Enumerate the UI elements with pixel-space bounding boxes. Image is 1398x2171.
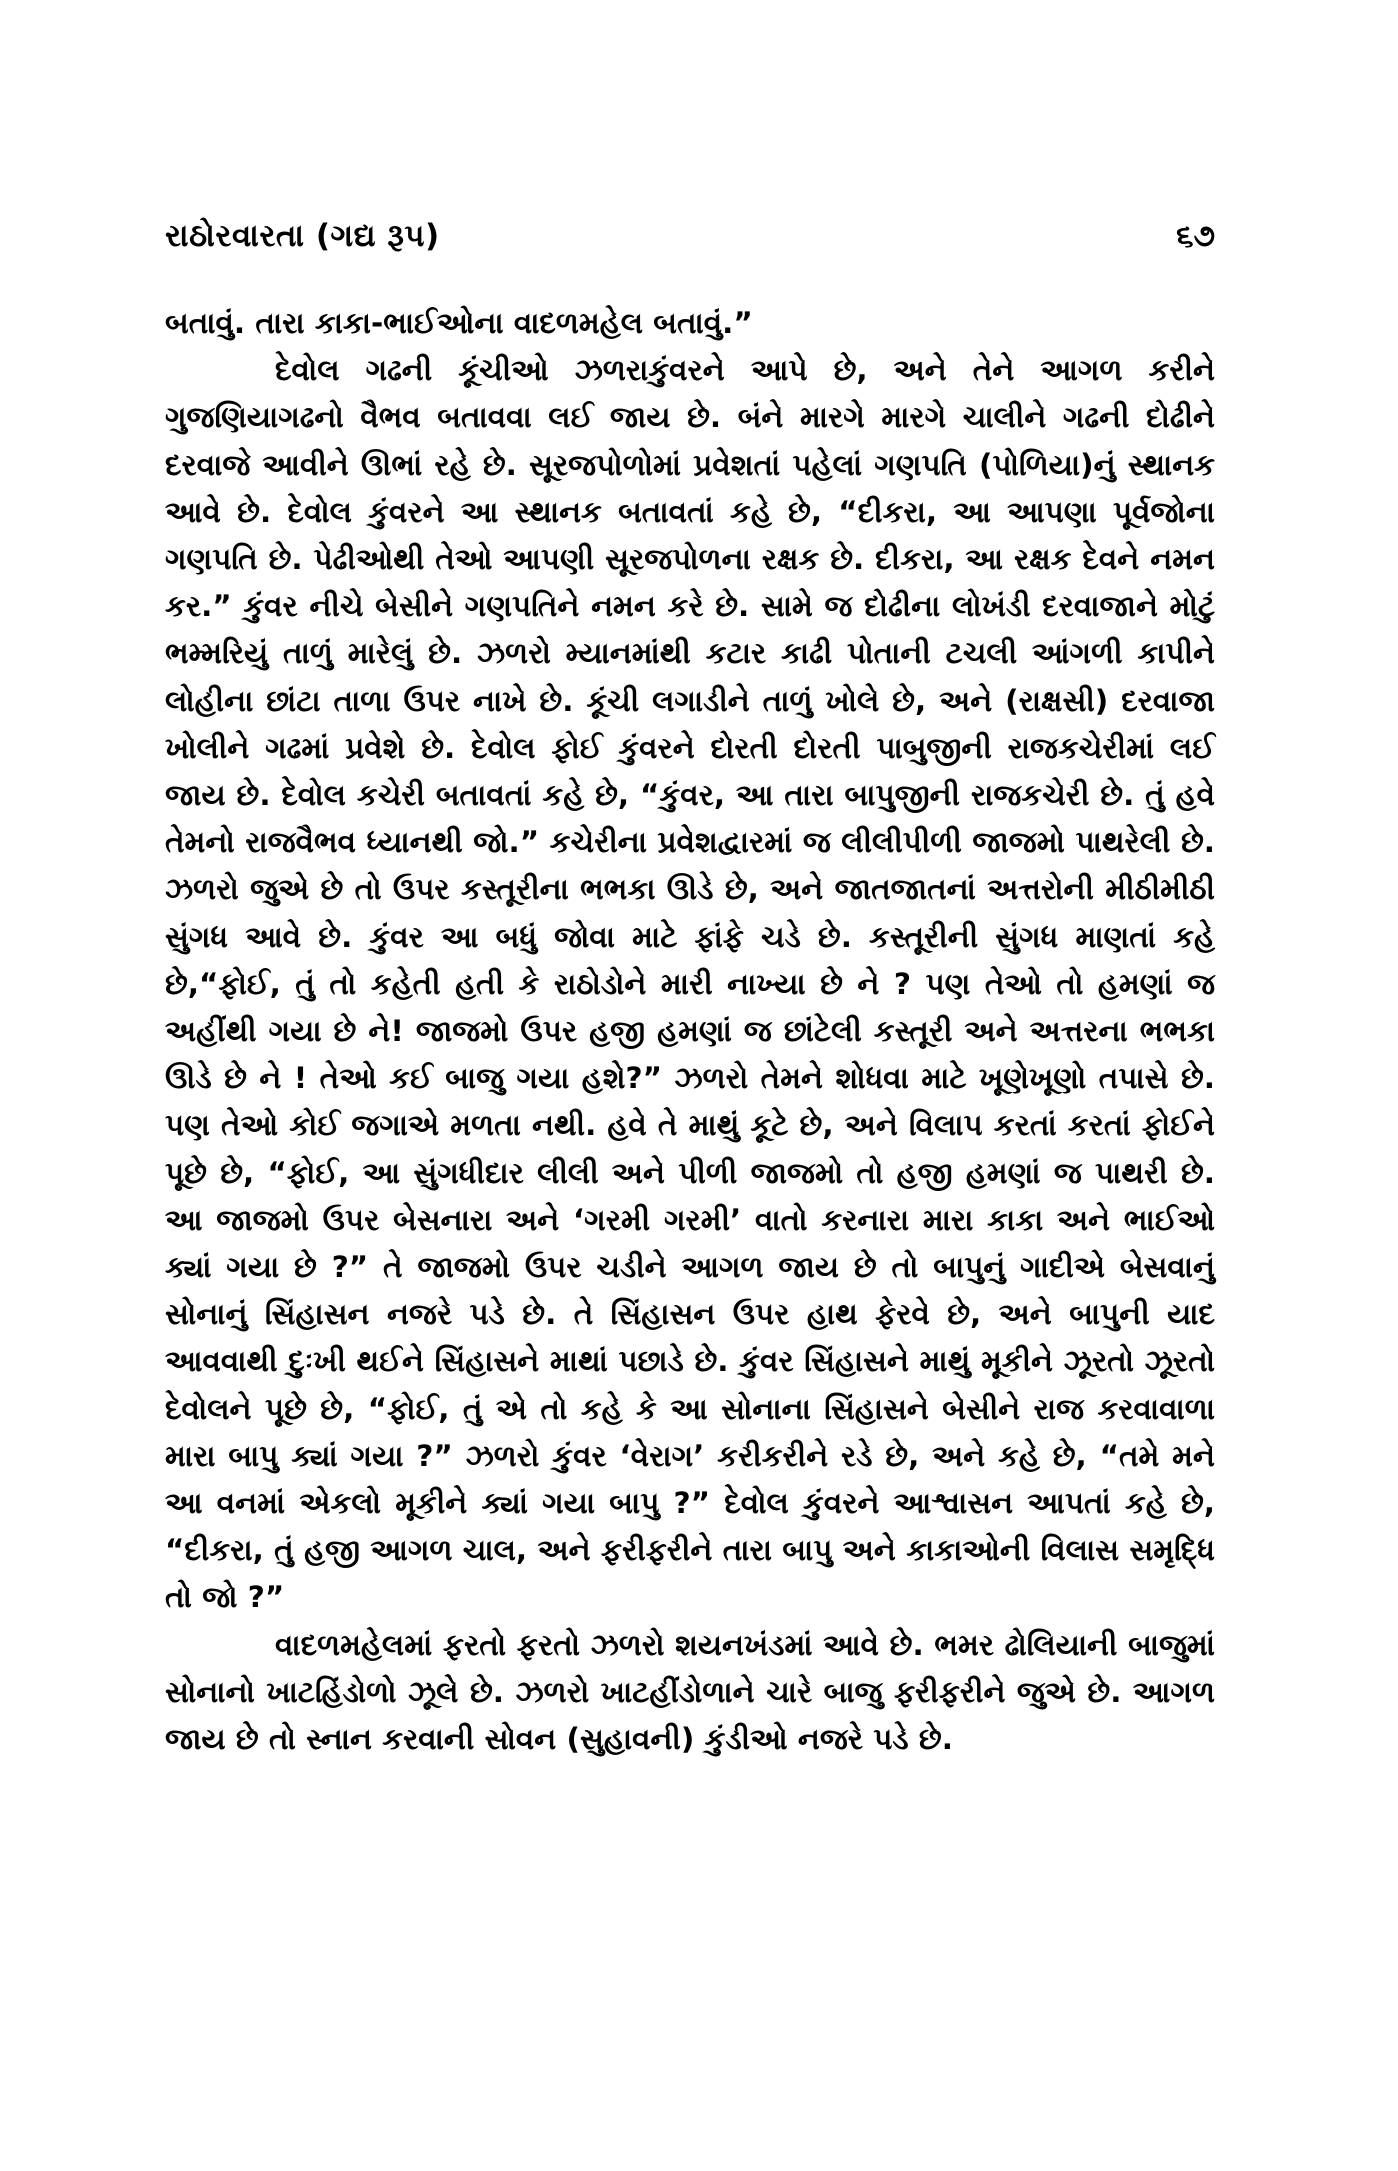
page-number: ૬૭	[1176, 218, 1215, 254]
running-title: રાઠોરવારતા (ગદ્ય રૂપ)	[165, 218, 440, 254]
paragraph-bedchamber: વાદળમહેલમાં ફરતો ફરતો ઝળરો શયનખંડમાં આવે છે. ભમર ઢોલિયાની બાજુમાં સોનાનો ખાટહિંડોળો ઝૂલે છે. ઝળરો ખાટહીંડોળાને ચારે બાજુ ફરીફરીને જુએ છે. આગળ જાય છે તો સ્નાન કરવાની સોવન (સુહાવની) કુંડીઓ નજરે પડે છે.	[165, 1627, 1215, 1757]
running-header	[165, 218, 1215, 268]
paragraph-continued: બતાવું. તારા કાકા-ભાઈઓના વાદળમહેલ બતાવું.”	[165, 306, 753, 340]
paragraph-devol-shows-fort: દેવોલ ગઢની કૂંચીઓ ઝળરાકુંવરને આપે છે, અને તેને આગળ કરીને ગુજણિયાગઢનો વૈભવ બતાવવા લઈ જાય છે. બંને મારગે મારગે ચાલીને ગઢની દોઢીને દરવાજે આવીને ઊભાં રહે છે. સૂરજપોળોમાં પ્રવેશતાં પહેલાં ગણપતિ (પોળિયા)નું સ્થાનક આવે છે. દેવોલ કુંવરને આ સ્થાનક બતાવતાં કહે છે, “દીકરા, આ આપણા પૂર્વજોના ગણપતિ છે. પેઢીઓથી તેઓ આપણી સૂરજપોળના રક્ષક છે. દીકરા, આ રક્ષક દેવને નમન કર.” કુંવર નીચે બેસીને ગણપતિને નમન કરે છે. સામે જ દોઢીના લોખંડી દરવાજાને મોટું ભમ્મરિયું તાળું મારેલું છે. ઝળરો મ્યાનમાંથી કટાર કાઢી પોતાની ટચલી આંગળી કાપીને લોહીના છાંટા તાળા ઉપર નાખે છે. કૂંચી લગાડીને તાળું ખોલે છે, અને (રાક્ષસી) દરવાજા ખોલીને ગઢમાં પ્રવેશે છે. દેવોલ ફોઈ કુંવરને દોરતી દોરતી પાબુજીની રાજકચેરીમાં લઈ જાય છે. દેવોલ કચેરી બતાવતાં કહે છે, “કુંવર, આ તારા બાપુજીની રાજકચેરી છે. તું હવે તેમનો રાજવૈભવ ધ્યાનથી જો.” કચેરીના પ્રવેશદ્વારમાં જ લીલીપીળી જાજમો પાથરેલી છે. ઝળરો જુએ છે તો ઉપર કસ્તૂરીના ભભકા ઊડે છે, અને જાતજાતનાં અત્તરોની મીઠીમીઠી સુંગધ આવે છે. કુંવર આ બધું જોવા માટે ફાંફે ચડે છે. કસ્તૂરીની સુંગધ માણતાં કહે છે,“ફોઈ, તું તો કહેતી હતી કે રાઠોડોને મારી નાખ્યા છે ને ? પણ તેઓ તો હમણાં જ અહીંથી ગયા છે ને! જાજમો ઉપર હજી હમણાં જ છાંટેલી કસ્તૂરી અને અત્તરના ભભકા ઊડે છે ને ! તેઓ કઈ બાજુ ગયા હશે?” ઝળરો તેમને શોધવા માટે ખૂણેખૂણો તપાસે છે. પણ તેઓ કોઈ જગાએ મળતા નથી. હવે તે માથું કૂટે છે, અને વિલાપ કરતાં કરતાં ફોઈને પૂછે છે, “ફોઈ, આ સુંગધીદાર લીલી અને પીળી જાજમો તો હજી હમણાં જ પાથરી છે. આ જાજમો ઉપર બેસનારા અને ‘ગરમી ગરમી’ વાતો કરનારા મારા કાકા અને ભાઈઓ ક્યાં ગયા છે ?” તે જાજમો ઉપર ચડીને આગળ જાય છે તો બાપુનું ગાદીએ બેસવાનું સોનાનું સિંહાસન નજરે પડે છે. તે સિંહાસન ઉપર હાથ ફેરવે છે, અને બાપુની યાદ આવવાથી દુઃખી થઈને સિંહાસને માથાં પછાડે છે. કુંવર સિંહાસને માથું મૂકીને ઝૂરતો ઝૂરતો દેવોલને પૂછે છે, “ફોઈ, તું એ તો કહે કે આ સોનાના સિંહાસને બેસીને રાજ કરવાવાળા મારા બાપુ ક્યાં ગયા ?” ઝળરો કુંવર ‘વેરાગ’ કરીકરીને રડે છે, અને કહે છે, “તમે મને આ વનમાં એકલો મૂકીને ક્યાં ગયા બાપુ ?” દેવોલ કુંવરને આશ્વાસન આપતાં કહે છે, “દીકરા, તું હજી આગળ ચાલ, અને ફરીફરીને તારા બાપુ અને કાકાઓની વિલાસ સમૃદ્ધિ તો જો ?”	[165, 353, 1215, 1615]
body-text	[165, 300, 1215, 1763]
